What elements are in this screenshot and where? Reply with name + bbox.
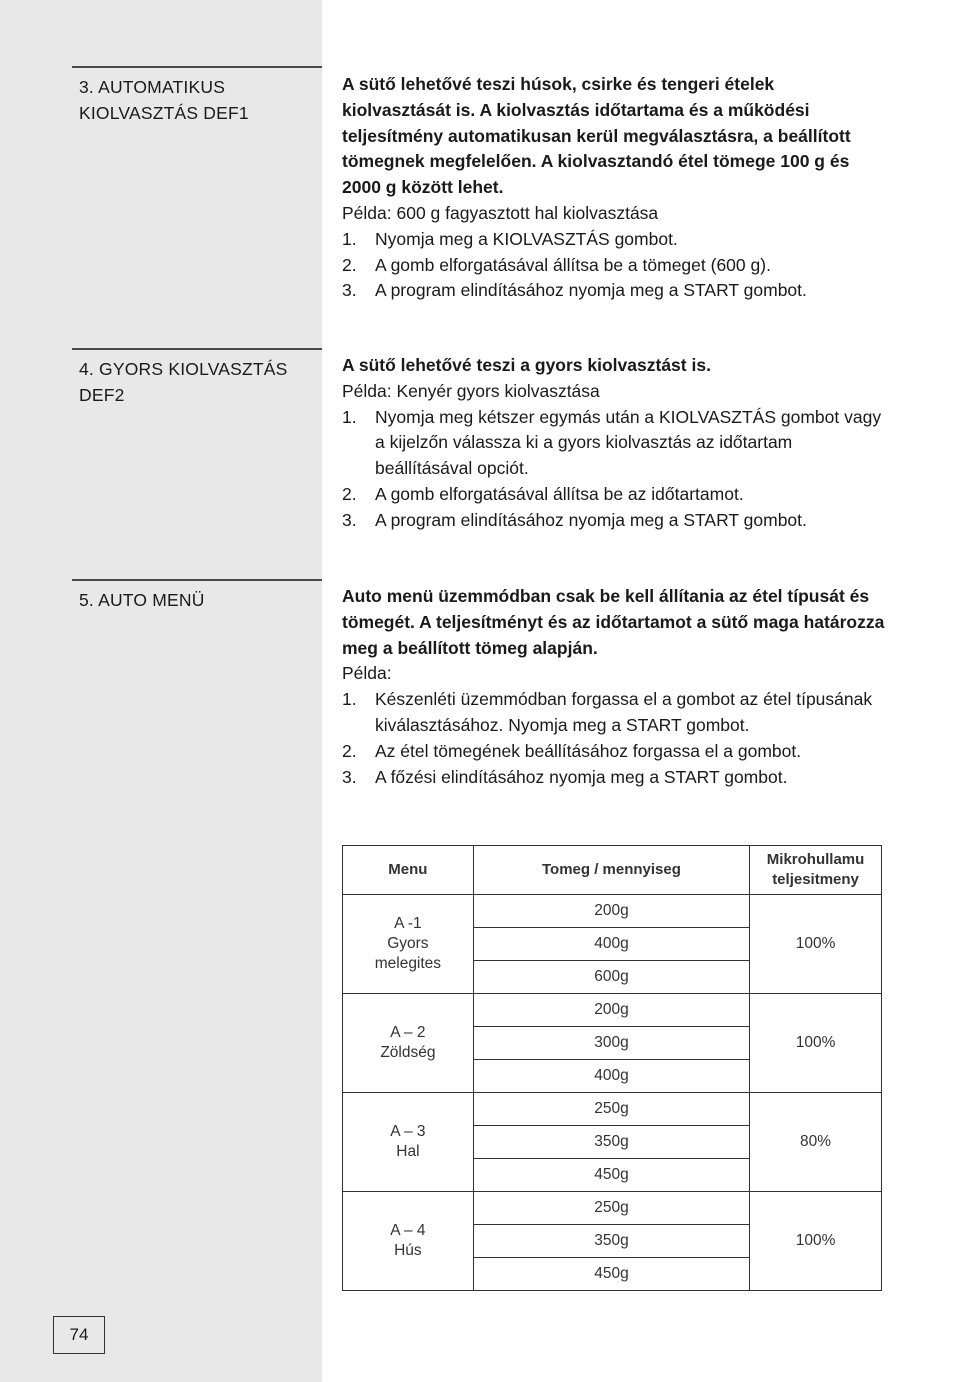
step-item (342, 405, 887, 482)
table-row (343, 1093, 882, 1126)
header-power: Mikrohullamu teljesitmeny (750, 846, 882, 895)
step-text: A gomb elforgatásával állítsa be az időtartamot. (375, 483, 744, 504)
step-text: Nyomja meg kétszer egymás után a KIOLVASZTÁS gombot vagy a kijelzőn válassza ki a gyors kiolvasztás az időtartam beállításával opciót. (375, 406, 882, 479)
step-item (342, 765, 887, 791)
step-item (342, 227, 887, 253)
weight-cell: 200g (473, 994, 749, 1027)
step-item (342, 278, 887, 304)
menu-cell: A – 3 Hal (343, 1093, 474, 1192)
power-cell: 100% (750, 1192, 882, 1291)
section-heading-def2: 4. GYORS KIOLVASZTÁS DEF2 (72, 348, 322, 408)
weight-cell: 450g (473, 1159, 749, 1192)
step-item (342, 482, 887, 508)
auto-menu-table (342, 845, 882, 1291)
header-menu: Menu (343, 846, 474, 895)
page-number: 74 (53, 1316, 105, 1354)
weight-cell: 450g (473, 1258, 749, 1291)
weight-cell: 350g (473, 1126, 749, 1159)
section-heading-auto-menu: 5. AUTO MENÜ (72, 579, 322, 613)
step-number: 2. (342, 483, 357, 504)
step-number: 1. (342, 228, 357, 249)
section-heading-def1: 3. AUTOMATIKUS KIOLVASZTÁS DEF1 (72, 66, 322, 126)
section-lead: A sütő lehetővé teszi húsok, csirke és tengeri ételek kiolvasztását is. A kiolvasztás időtartama és a működési teljesítmény automatikusan kerül megválasztásra, a beállított tömegnek megfelelően. A kiolvasztandó étel tömege 100 g és 2000 g között lehet. (342, 74, 851, 198)
step-text: A program elindításához nyomja meg a START gombot. (375, 509, 807, 530)
table-row (343, 895, 882, 928)
step-number: 2. (342, 254, 357, 275)
table-header-row (343, 846, 882, 895)
sidebar-panel (0, 0, 322, 1382)
section-body-def1 (342, 72, 887, 304)
step-text: A főzési elindításához nyomja meg a START gombot. (375, 766, 788, 787)
example-line: Példa: 600 g fagyasztott hal kiolvasztása (342, 202, 659, 223)
power-cell: 100% (750, 895, 882, 994)
step-number: 1. (342, 406, 357, 427)
step-item (342, 687, 887, 739)
power-cell: 80% (750, 1093, 882, 1192)
menu-cell: A – 2 Zöldség (343, 994, 474, 1093)
step-number: 1. (342, 689, 357, 710)
step-number: 2. (342, 740, 357, 761)
weight-cell: 600g (473, 961, 749, 994)
section-lead: A sütő lehetővé teszi a gyors kiolvasztást is. (342, 355, 711, 375)
menu-cell: A -1 Gyors melegites (343, 895, 474, 994)
weight-cell: 300g (473, 1027, 749, 1060)
weight-cell: 250g (473, 1192, 749, 1225)
weight-cell: 200g (473, 895, 749, 928)
menu-cell: A – 4 Hús (343, 1192, 474, 1291)
table-row (343, 1192, 882, 1225)
step-number: 3. (342, 280, 357, 301)
power-cell: 100% (750, 994, 882, 1093)
weight-cell: 400g (473, 928, 749, 961)
weight-cell: 250g (473, 1093, 749, 1126)
step-item (342, 508, 887, 534)
example-line: Példa: Kenyér gyors kiolvasztása (342, 380, 600, 401)
steps-list (342, 227, 887, 304)
weight-cell: 400g (473, 1060, 749, 1093)
step-text: A program elindításához nyomja meg a START gombot. (375, 280, 807, 301)
step-text: Készenléti üzemmódban forgassa el a gombot az étel típusának kiválasztásához. Nyomja meg a START gombot. (375, 689, 873, 735)
steps-list (342, 405, 887, 534)
section-body-def2 (342, 353, 887, 534)
step-text: A gomb elforgatásával állítsa be a tömeget (600 g). (375, 254, 771, 275)
example-line: Példa: (342, 663, 392, 684)
section-lead: Auto menü üzemmódban csak be kell állítania az étel típusát és tömegét. A teljesítményt és az időtartamot a sütő maga határozza meg a beállított tömeg alapján. (342, 586, 885, 658)
step-item (342, 739, 887, 765)
steps-list (342, 687, 887, 790)
header-weight: Tomeg / mennyiseg (473, 846, 749, 895)
step-text: Az étel tömegének beállításához forgassa el a gombot. (375, 740, 802, 761)
section-body-auto-menu (342, 584, 887, 790)
step-number: 3. (342, 766, 357, 787)
weight-cell: 350g (473, 1225, 749, 1258)
step-text: Nyomja meg a KIOLVASZTÁS gombot. (375, 228, 678, 249)
table-row (343, 994, 882, 1027)
step-number: 3. (342, 509, 357, 530)
step-item (342, 253, 887, 279)
